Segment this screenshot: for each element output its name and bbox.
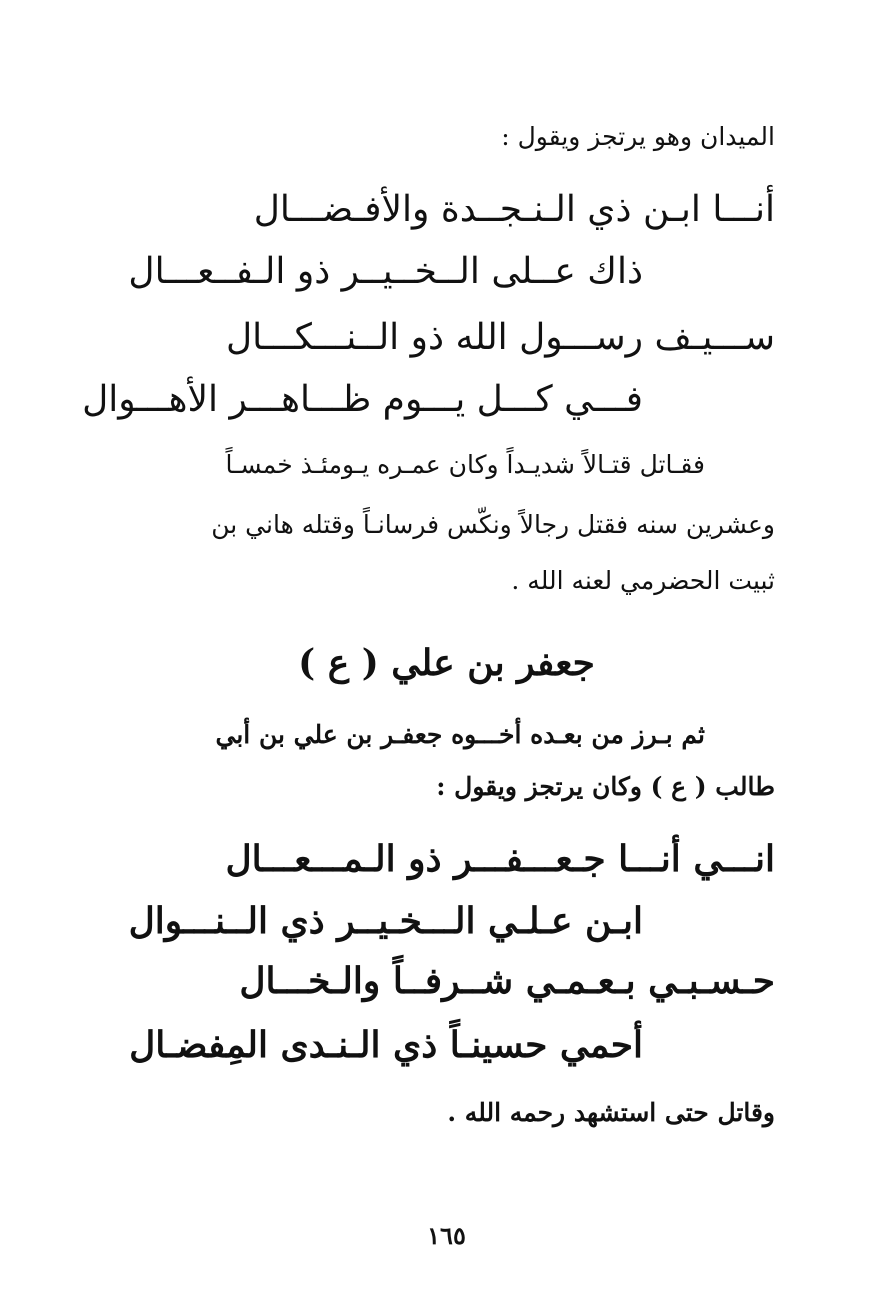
closing-line: وقاتل حتى استشهد رحمه الله .: [447, 1098, 775, 1127]
prose-line: ثم بـرز من بعـده أخـــوه جعفـر بن علي بن أبي: [215, 720, 705, 749]
prose-line: ثبيت الحضرمي لعنه الله .: [511, 566, 775, 595]
prose-line: طالب ( ع ) وكان يرتجز ويقول :: [436, 772, 775, 801]
verse-line: أنـــا ابـن ذي الـنـجــدة والأفـضـــال: [253, 189, 775, 230]
verse-line: حـسـبـي بـعـمـي شــرفــاً والـخـــال: [239, 960, 775, 1002]
section-heading: جعفر بن علي ( ع ): [298, 642, 595, 684]
verse-line: أحمي حسينـاً ذي الـنـدى المِفضـال: [129, 1024, 643, 1066]
prose-line: فقـاتل قتـالاً شديـداً وكان عمـره يـومئـذ خمسـاً: [225, 450, 705, 479]
verse-line: انـــي أنـــا جـعـــفـــر ذو الـمـــعـــال: [225, 838, 775, 880]
prose-line: وعشرين سنه فقتل رجالاً ونكّس فرسانـاً وقتله هاني بن: [211, 510, 775, 539]
page-number: ١٦٥: [427, 1221, 466, 1250]
verse-line: ســـيـف رســـول الله ذو الــنـــكـــال: [225, 317, 775, 358]
verse-line: ابـن عـلـي الـــخـيــر ذي الــنـــوال: [128, 900, 643, 942]
verse-line: فـــي كـــل يـــوم ظـــاهـــر الأهـــوال: [82, 379, 643, 420]
intro-line: الميدان وهو يرتجز ويقول :: [501, 122, 775, 151]
verse-line: ذاك عــلى الــخــيــر ذو الـفــعـــال: [128, 251, 643, 292]
